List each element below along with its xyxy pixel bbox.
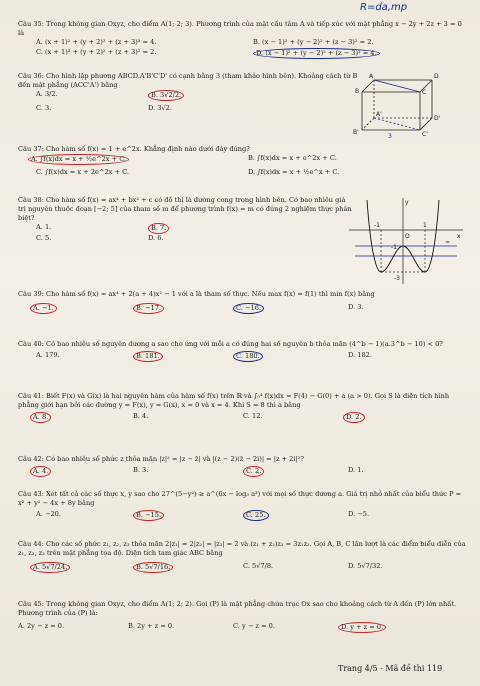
question-44 [18,540,468,576]
question-35 [18,20,468,58]
question-39 [18,290,468,314]
answer-row [18,466,468,477]
label-A-prime: A' [376,111,382,118]
question-stem: Câu 36: Cho hình lập phương ABCD.A'B'C'D' có cạnh bằng 3 (tham khảo hình bên). Khoảng cách từ B đến mặt phẳng (ACC'A') bằng [18,72,358,89]
answer-d: D. 182. [348,350,372,359]
answer-c: C. y − z = 0. [233,621,275,630]
answer-row [18,234,355,244]
answer-c: C. ∫f(x)dx = x + 2e^2x + C. [36,167,129,176]
question-stem: Câu 44: Cho các số phức z₁, z₂, z₃ thỏa mãn 2|z₁| = 2|z₂| = |z₃| = 2 và (z₁ + z₂)z₃ = 3z₁z₂. Gọi A, B, C lần lượt là các điểm biểu diễn của z₁, z₂, z₃ trên mặt phẳng tọa độ. Diện tích tam giác ABC bằng [18,540,466,557]
answer-d: D. 2. [343,412,365,423]
handwritten-note: R=da,mp [360,2,408,13]
question-stem: Câu 37: Cho hàm số f(x) = 1 + e^2x. Khẳng định nào dưới đây đúng? [18,145,250,153]
label-D-prime: D' [434,115,441,122]
answer-row [18,104,360,114]
answer-a: A. 8. [30,412,51,423]
question-40 [18,340,468,362]
answer-a: A. 2y − z = 0. [18,621,65,630]
handwritten-mark: ≈ [445,239,451,246]
label-B-prime: B' [353,129,359,136]
answer-c: C. 12. [243,411,263,420]
answer-c: C. 5. [36,233,52,242]
question-stem: Câu 41: Biết F(x) và G(x) là hai nguyên hàm của hàm số f(x) trên ℝ và ∫₀⁴ f(x)dx = F(4) − G(0) + a (a > 0). Gọi S là diện tích hình phẳng giới hạn bởi các đường y = F(x), y = G(x), x = 0 và x = 4. Khi S = 8 thì a bằng [18,392,450,409]
answer-b: B. (x − 1)² + (y − 2)² + (z − 3)² = 2. [253,37,374,46]
answer-row [18,168,468,178]
question-stem: Câu 39: Cho hàm số f(x) = ax⁴ + 2(a + 4)x² − 1 với a là tham số thực. Nếu max f(x) = f(1) thì min f(x) bằng [18,290,375,298]
answer-a: A. (x + 1)² + (y + 2)² + (z + 3)² = 4. [36,37,157,46]
answer-d: D. ∫f(x)dx = x + ½e^x + C. [248,167,340,176]
label-C-prime: C' [422,131,428,138]
answer-row [18,90,360,104]
edge-length-label: 3 [388,133,392,140]
cube-figure [352,70,448,140]
answer-b: B. 181. [133,351,163,362]
answer-row [18,510,468,521]
answer-row [18,223,355,234]
answer-b: B. −17. [133,303,164,314]
question-stem: Câu 38: Cho hàm số f(x) = ax⁴ + bx² + c có đồ thị là đường cong trong hình bên. Có bao nhiêu giá trị nguyên thuộc đoạn [−2; 5] của tham số m để phương trình f(x) = m có đúng 2 nghiệm thực phân biệt? [18,196,352,222]
answer-c: C. 25. [243,510,269,521]
answer-b: B. 2y + z = 0. [128,621,175,630]
question-37 [18,145,468,178]
answer-a: A. 3/2. [36,89,58,98]
answer-row [18,351,468,362]
answer-a: A. −20. [36,509,61,518]
answer-a: A. 4. [30,466,51,477]
answer-a: A. −1. [30,303,57,314]
question-stem: Câu 42: Có bao nhiêu số phức z thỏa mãn |z|² = |z − z̄| và |(z − 2)(z̄ − 2i)| = |z + 2i|²? [18,455,304,463]
answer-b: B. 7. [148,223,169,234]
page-footer: Trang 4/5 - Mã đề thi 119 [338,664,443,673]
graph-y-neg1: -1 [391,244,397,251]
answer-a: A. ∫f(x)dx = x + ½e^2x + C. [28,154,129,165]
answer-d: D. 3. [348,302,364,311]
answer-c: C. −16. [233,303,264,314]
question-45 [18,600,468,634]
answer-c: C. 3. [36,103,52,112]
answer-c: C. (x + 1)² + (y + 2)² + (z + 3)² = 2. [36,47,157,56]
answer-row [18,303,468,314]
answer-row [18,562,468,576]
answer-b: B. −15. [133,510,164,521]
answer-b: B. ∫f(x)dx = x + e^2x + C. [248,153,337,162]
question-stem: Câu 40: Có bao nhiêu số nguyên dương a sao cho ứng với mỗi a có đúng hai số nguyên b thỏa mãn (4^b − 1)(a.3^b − 10) < 0? [18,340,443,348]
answer-a: A. 1. [36,222,52,231]
answer-row [18,154,468,168]
question-36 [18,72,360,114]
answer-b: B. 3. [133,465,149,474]
answer-d: D. 5√7/32. [348,561,383,570]
answer-row [18,48,468,58]
question-43 [18,490,468,521]
label-D: D [434,73,439,80]
graph-tick-1: 1 [423,222,427,229]
answer-d: D. (x − 1)² + (y − 2)² + (z − 3)² = 4. [253,48,380,59]
graph-y-label: y [405,199,409,206]
answer-a: A. 5√7/24. [30,562,70,573]
label-B: B [355,88,360,95]
answer-row [18,622,468,634]
label-C: C [422,89,427,96]
answer-d: D. −5. [348,509,370,518]
answer-a: A. 179. [36,350,60,359]
question-41 [18,392,468,423]
quartic-graph [345,196,467,286]
answer-d: D. 1. [348,465,364,474]
answer-b: B. 5√7/16. [133,562,173,573]
question-stem: Câu 43: Xét tất cả các số thực x, y sao cho 27^(5−y²) ≥ a^(6x − log₃ a³) với mọi số thực dương a. Giá trị nhỏ nhất của biểu thức P = x² + y² − 4x + 8y bằng [18,490,462,507]
answer-d: D. 3√2. [148,103,172,112]
label-A: A [369,73,374,80]
answer-c: C. 180. [233,351,263,362]
question-stem: Câu 45: Trong không gian Oxyz, cho điểm A(1; 2; 2). Gọi (P) là mặt phẳng chứa trục Ox sao cho khoảng cách từ A đến (P) lớn nhất. Phương trình của (P) là: [18,600,457,617]
answer-c: C. 5√7/8. [243,561,274,570]
graph-origin: O [405,233,410,240]
answer-b: B. 4. [133,411,149,420]
question-38 [18,196,355,244]
question-42 [18,455,468,477]
question-stem: Câu 35: Trong không gian Oxyz, cho điểm A(1; 2; 3). Phương trình của mặt cầu tâm A và tiếp xúc với mặt phẳng x − 2y + 2z + 3 = 0 là [18,20,462,37]
graph-y-neg3: -3 [394,275,400,282]
answer-row [18,38,468,48]
answer-d: D. 6. [148,233,164,242]
answer-c: C. 2. [243,466,264,477]
answer-row [18,412,468,423]
graph-tick-neg1: -1 [374,222,380,229]
answer-d: D. y + z = 0. [338,622,386,633]
answer-b: B. 3√2/2. [148,90,184,101]
graph-x-label: x [457,233,461,240]
